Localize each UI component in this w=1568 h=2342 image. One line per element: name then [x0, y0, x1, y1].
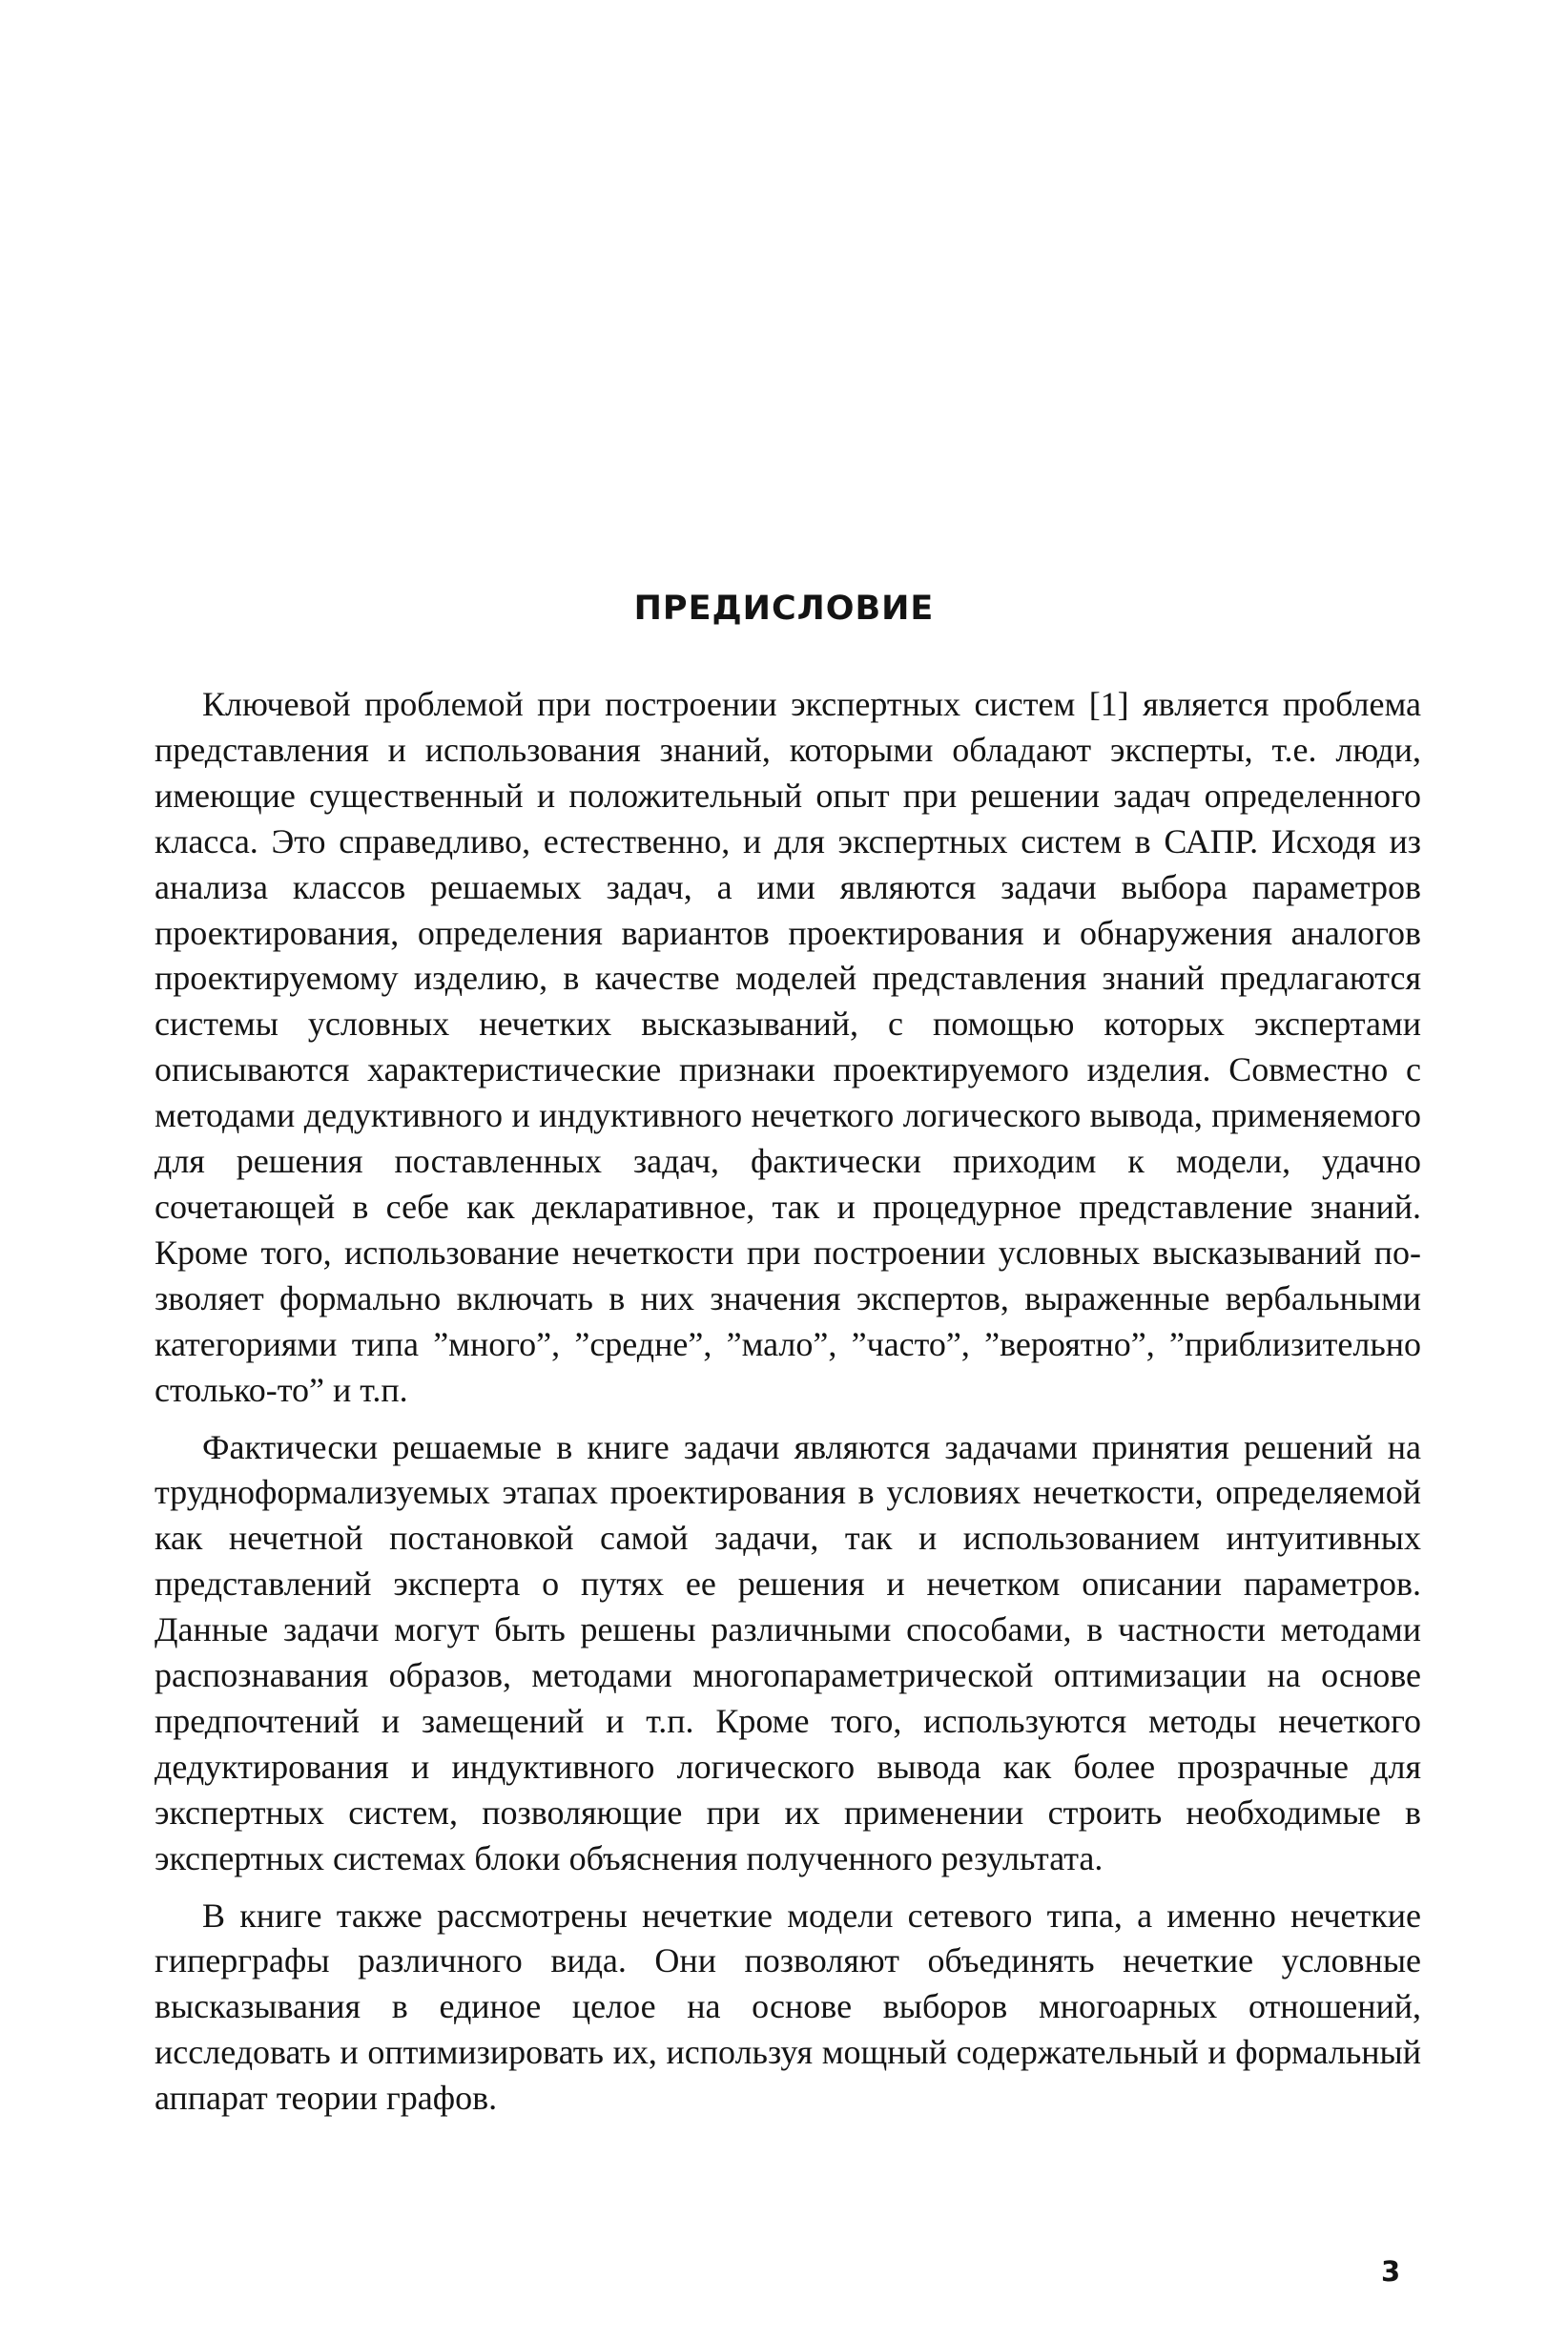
paragraph-2: Фактически решаемые в книге задачи являются задачами принятия решений на трудноформализуемых этапах проектирования в условиях нечеткости, определяемой как нечетной постановкой самой задачи, так и использованием интуитивных представлений эксперта о путях ее решения и нечетком описании параметров. Данные задачи могут быть решены различными способами, в частности методами распознавания образов, методами многопараметрической оптимизации на основе предпочтений и замещений и т.п. Кроме того, используются методы нечеткого дедуктирования и индуктивного логического вывода как более прозрачные для экспертных систем, позволяющие при их применении строить необходимые в экспертных системах блоки объяснения полученного результата.: [155, 1427, 1421, 1877]
preface-body: [155, 682, 1421, 2133]
page-number: 3: [1381, 2255, 1401, 2288]
paragraph-3: В книге также рассмотрены нечеткие модели сетевого типа, а именно нечеткие гиперграфы различного вида. Они позволяют объединять нечеткие условные высказывания в единое целое на основе выборов многоарных отношений, исследовать и оптимизировать их, используя мощный содержательный и формальный аппарат теории графов.: [155, 1896, 1421, 2118]
paragraph-1: Ключевой проблемой при построении экспертных систем [1] является проблема представления и использования знаний, которыми обладают эксперты, т.е. люди, имеющие существенный и положительный опыт при решении задач определенного класса. Это справедливо, естественно, и для экспертных систем в САПР. Исходя из анализа классов решаемых задач, а ими являются задачи выбора параметров проектирования, определения вариантов проектирования и обнаружения аналогов проектируемому изделию, в качестве моделей представления знаний предлагаются системы условных нечетких высказываний, с помощью которых экспертами описываются характеристические признаки проектируемого изделия. Совместно с методами дедуктивного и индуктивного нечеткого логического вывода, применяемого для решения поставленных задач, фактически приходим к модели, удачно сочетающей в себе как декларативное, так и процедурное представление знаний. Кроме того, использование нечеткости при построении условных высказываний позволяет формально включать в них значения экспертов, выраженные вербальными категориями типа ”много”, ”средне”, ”мало”, ”часто”, ”вероятно”, ”приблизительно столько-то” и т.п.: [155, 685, 1421, 1409]
page-title: ПРЕДИСЛОВИЕ: [633, 590, 935, 628]
